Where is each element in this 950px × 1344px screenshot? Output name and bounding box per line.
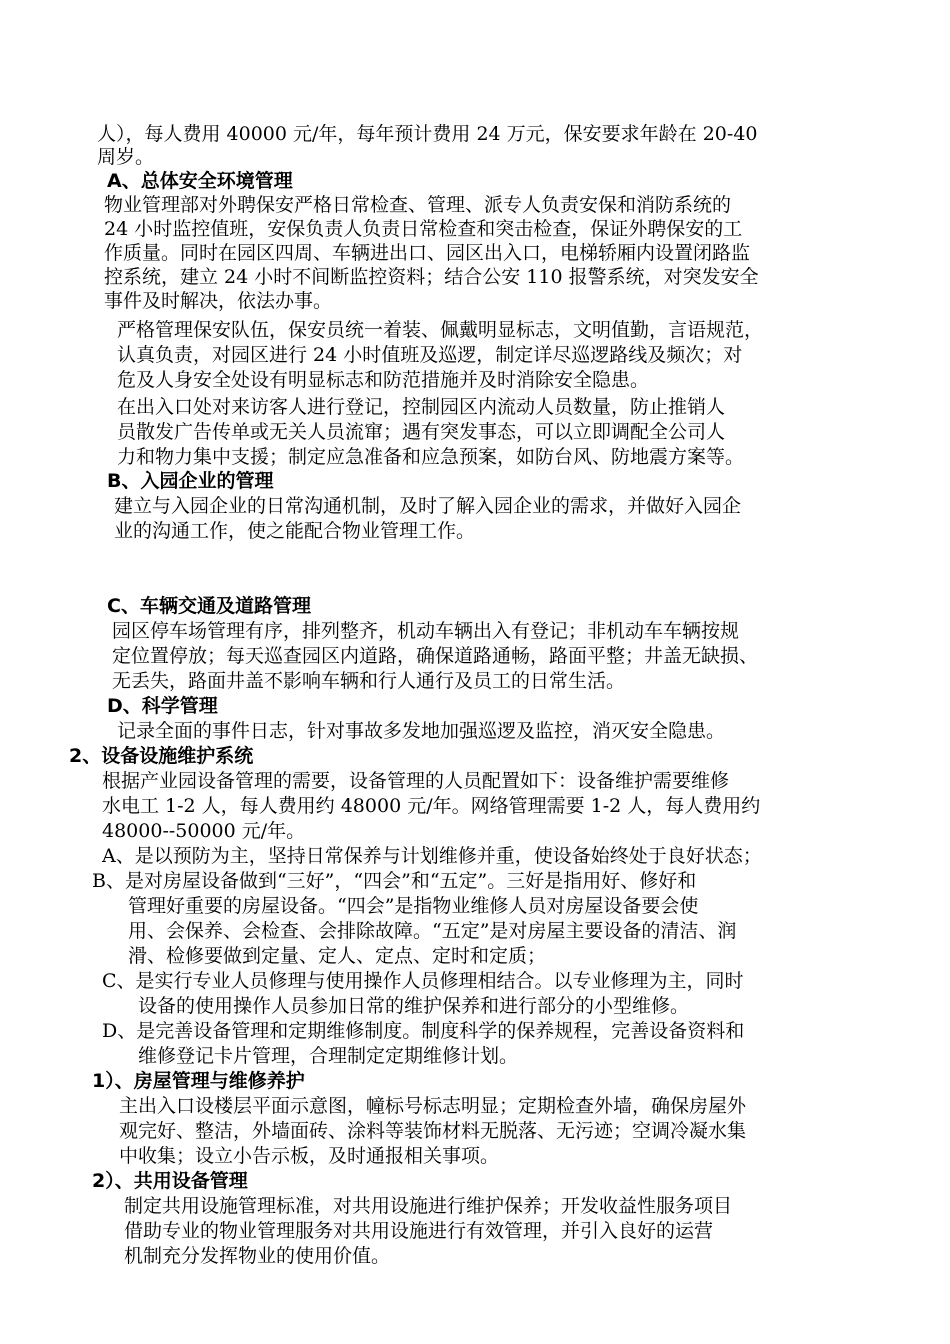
text-line: 滑、检修要做到定量、定人、定点、定时和定质； <box>128 945 547 967</box>
text-line: A、是以预防为主，坚持日常保养与计划维修并重，使设备始终处于良好状态； <box>102 845 762 867</box>
text-line: B、是对房屋设备做到“三好”，“四会”和“五定”。三好是指用好、修好和 <box>92 870 697 892</box>
text-line: 控系统，建立 24 小时不间断监控资料；结合公安 110 报警系统，对突发安全 <box>104 266 759 288</box>
text-line: 根据产业园设备管理的需要，设备管理的人员配置如下：设备维护需要维修 <box>102 770 730 792</box>
subsection-heading-1: 1）、房屋管理与维修养护 <box>92 1070 305 1092</box>
text-line: 记录全面的事件日志，针对事故多发地加强巡逻及监控，消灭安全隐患。 <box>117 720 726 742</box>
text-line: 认真负责，对园区进行 24 小时值班及巡逻，制定详尽巡逻路线及频次；对 <box>117 344 743 366</box>
section-heading-d: D、科学管理 <box>107 695 218 717</box>
text-line: 借助专业的物业管理服务对共用设施进行有效管理，并引入良好的运营 <box>124 1220 714 1242</box>
text-line: C、是实行专业人员修理与使用操作人员修理相结合。以专业修理为主，同时 <box>102 970 744 992</box>
section-heading-2: 2、设备设施维护系统 <box>69 745 254 767</box>
text-line: 中收集；设立小告示板，及时通报相关事项。 <box>119 1145 500 1167</box>
section-heading-b: B、入园企业的管理 <box>107 470 274 492</box>
subsection-heading-2: 2）、共用设备管理 <box>92 1170 248 1192</box>
text-line: 定位置停放；每天巡查园区内道路，确保道路通畅，路面平整；井盖无缺损、 <box>112 645 759 667</box>
section-heading-a: A、总体安全环境管理 <box>107 170 293 192</box>
text-line: 在出入口处对来访客人进行登记，控制园区内流动人员数量，防止推销人 <box>117 396 726 418</box>
text-line: 水电工 1-2 人，每人费用约 48000 元/年。网络管理需要 1-2 人，每人费用约 <box>102 795 761 817</box>
text-line: 园区停车场管理有序，排列整齐，机动车辆出入有登记；非机动车车辆按规 <box>112 620 740 642</box>
text-line: 24 小时监控值班，安保负责人负责日常检查和突击检查，保证外聘保安的工 <box>104 218 743 240</box>
text-line: 业的沟通工作，使之能配合物业管理工作。 <box>114 520 476 542</box>
text-line: 周岁。 <box>97 146 155 168</box>
text-line: 建立与入园企业的日常沟通机制，及时了解入园企业的需求，并做好入园企 <box>114 495 742 517</box>
text-line: 人），每人费用 40000 元/年，每年预计费用 24 万元，保安要求年龄在 20-40 <box>97 123 758 145</box>
section-heading-c: C、车辆交通及道路管理 <box>107 595 311 617</box>
text-line: 危及人身安全处设有明显标志和防范措施并及时消除安全隐患。 <box>117 369 650 391</box>
text-line: 力和物力集中支援；制定应急准备和应急预案，如防台风、防地震方案等。 <box>117 446 745 468</box>
text-line: 维修登记卡片管理，合理制定定期维修计划。 <box>138 1045 519 1067</box>
text-line: 严格管理保安队伍，保安员统一着装、佩戴明显标志，文明值勤，言语规范， <box>117 319 764 341</box>
text-line: 设备的使用操作人员参加日常的维护保养和进行部分的小型维修。 <box>138 995 690 1017</box>
text-line: D、是完善设备管理和定期维修制度。制度科学的保养规程，完善设备资料和 <box>102 1020 745 1042</box>
text-line: 48000--50000 元/年。 <box>102 820 306 842</box>
text-line: 观完好、整洁，外墙面砖、涂料等装饰材料无脱落、无污迹；空调冷凝水集 <box>119 1120 747 1142</box>
text-line: 物业管理部对外聘保安严格日常检查、管理、派专人负责安保和消防系统的 <box>104 194 732 216</box>
text-line: 作质量。同时在园区四周、车辆进出口、园区出入口，电梯轿厢内设置闭路监 <box>104 242 751 264</box>
text-line: 用、会保养、会检查、会排除故障。“五定”是对房屋主要设备的清洁、润 <box>128 920 737 942</box>
text-line: 管理好重要的房屋设备。“四会”是指物业维修人员对房屋设备要会使 <box>128 895 699 917</box>
text-line: 制定共用设施管理标准，对共用设施进行维护保养；开发收益性服务项目 <box>124 1195 733 1217</box>
text-line: 无丢失，路面井盖不影响车辆和行人通行及员工的日常生活。 <box>112 670 626 692</box>
text-line: 员散发广告传单或无关人员流窜；遇有突发事态，可以立即调配全公司人 <box>117 421 726 443</box>
text-line: 主出入口设楼层平面示意图，幢标号标志明显；定期检查外墙，确保房屋外 <box>119 1095 747 1117</box>
text-line: 机制充分发挥物业的使用价值。 <box>124 1245 391 1267</box>
text-line: 事件及时解决，依法办事。 <box>104 290 333 312</box>
